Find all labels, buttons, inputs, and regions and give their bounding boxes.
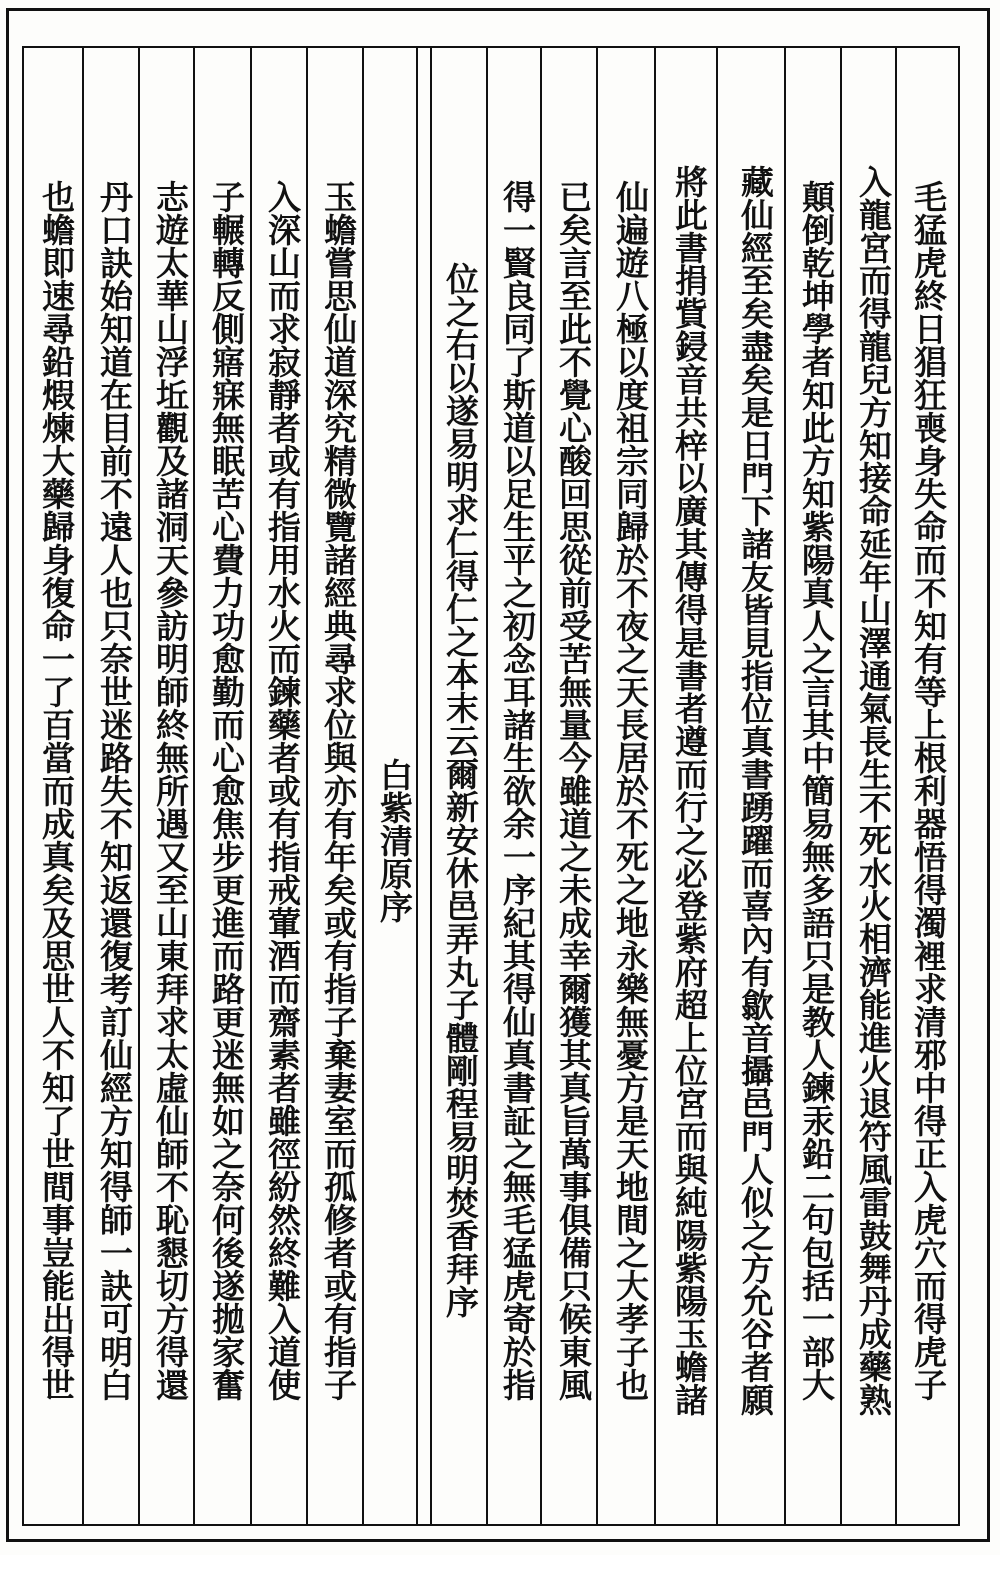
column-rule <box>654 46 656 1526</box>
column-rule <box>138 46 140 1526</box>
text-column: 得一賢良同了斯道以足生平之初念耳諸生欲余一序紀其得仙真書証之無毛猛虎寄於指 <box>498 179 537 1401</box>
column-rule <box>596 46 598 1526</box>
section-title: 白紫清原序 <box>375 757 414 923</box>
text-column: 子輾轉反側寤寐無眠苦心費力功愈勤而心愈焦步更進而路更迷無如之奈何後遂拋家奮 <box>207 179 246 1401</box>
text-column: 位之右以遂易明求仁得仁之本末云爾新安休邑弄丸子體剛程易明焚香拜序 <box>441 262 480 1318</box>
text-column: 藏仙經至矣盡矣是日門下諸友皆見指位真書踴躍而喜內有歙音攝邑門人似之方允谷者願 <box>736 164 775 1416</box>
text-column: 入深山而求寂靜者或有指用水火而鍊藥者或有指戒葷酒而齋素者雖徑紛然終難入道使 <box>263 179 302 1401</box>
column-rule <box>486 46 488 1526</box>
column-rule <box>306 46 308 1526</box>
text-column: 玉蟾嘗思仙道深究精微覽諸經典尋求位與亦有年矣或有指子棄妻室而孤修者或有指子 <box>319 179 358 1401</box>
column-rule <box>362 46 364 1526</box>
column-rule <box>840 46 842 1526</box>
text-column: 將此書捐貲鋟音共梓以廣其傳得是書者遵而行之必登紫府超上位宮而與純陽紫陽玉蟾諸 <box>670 164 709 1416</box>
column-rule <box>430 46 432 1526</box>
text-column: 也蟾即速尋鉛煆煉大藥歸身復命一了百當而成真矣及思世人不知了世間事豈能出得世 <box>37 179 76 1401</box>
text-column: 毛猛虎終日猖狂喪身失命而不知有等上根利器悟得濁裡求清邪中得正入虎穴而得虎子 <box>909 179 948 1401</box>
text-column: 已矣言至此不覺心酸回思從前受苦無量今雖道之未成幸爾獲其真旨萬事俱備只候東風 <box>554 179 593 1401</box>
text-column: 入龍宮而得龍兒方知接命延年山澤通氣長生不死水火相濟能進火退符風雷鼓舞丹成藥熟 <box>854 164 893 1416</box>
column-rule <box>716 46 718 1526</box>
text-column: 丹口訣始知道在目前不遠人也只奈世迷路失不知返還復考訂仙經方知得師一訣可明白 <box>95 179 134 1401</box>
text-column: 志遊太華山浮坵觀及諸洞天參訪明師終無所遇又至山東拜求太虛仙師不恥懇切方得還 <box>151 179 190 1401</box>
column-rule <box>895 46 897 1526</box>
column-rule <box>250 46 252 1526</box>
column-rule <box>193 46 195 1526</box>
column-rule <box>784 46 786 1526</box>
column-rule <box>540 46 542 1526</box>
column-rule <box>82 46 84 1526</box>
text-column: 仙遍遊八極以度祖宗同歸於不夜之天長居於不死之地永樂無憂方是天地間之大孝子也 <box>611 179 650 1401</box>
text-column: 顛倒乾坤學者知此方知紫陽真人之言其中簡易無多語只是教人鍊汞鉛二句包括一部大 <box>797 179 836 1401</box>
column-rule <box>416 46 418 1526</box>
